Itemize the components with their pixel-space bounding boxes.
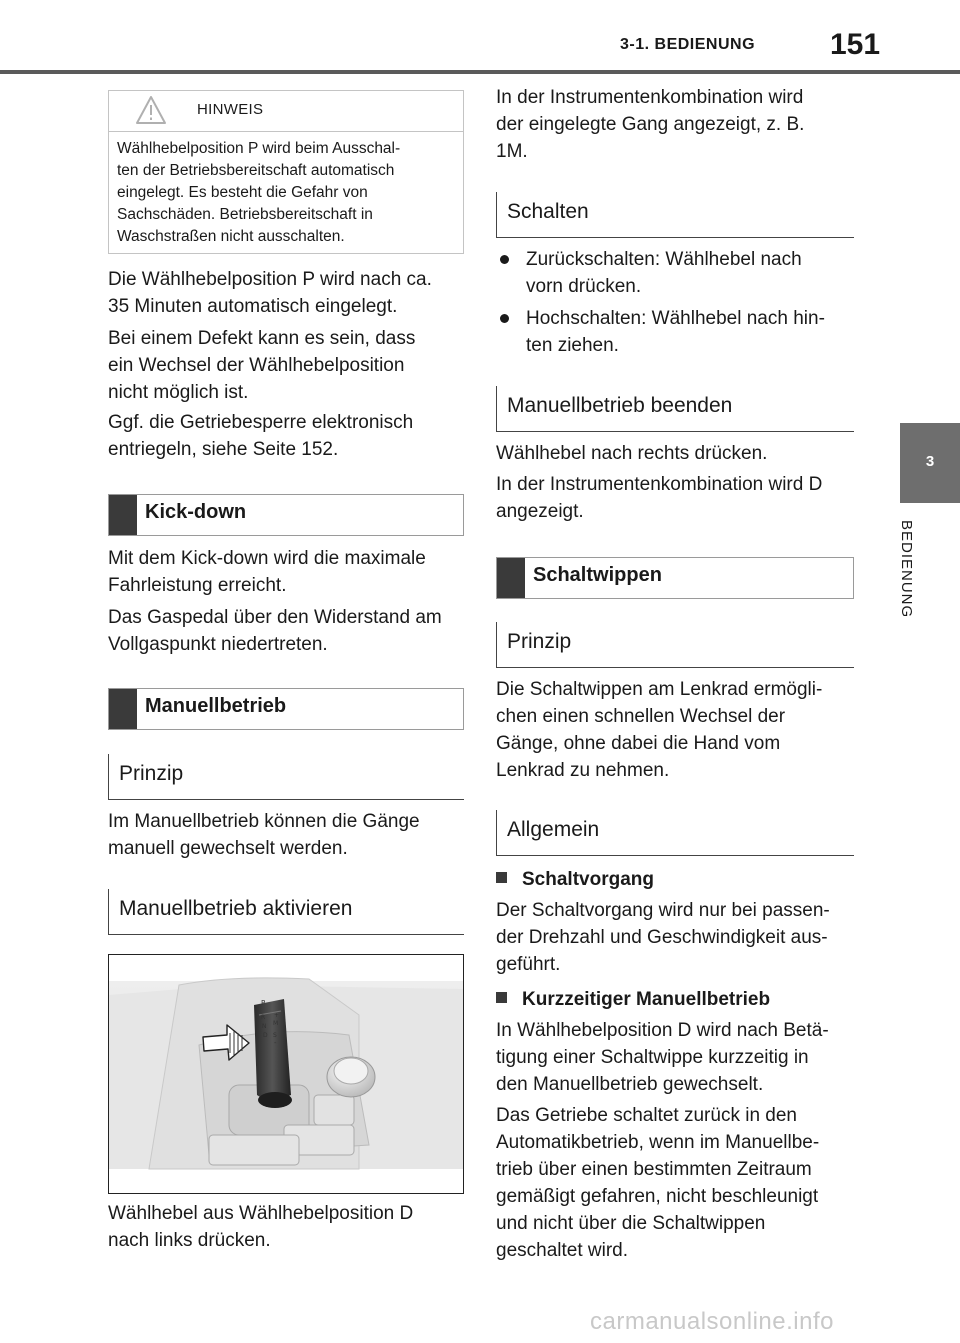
paragraph: Im Manuellbetrieb können die Gänge manuell gewechselt werden. <box>108 811 420 859</box>
subheading-prinzip <box>108 754 464 800</box>
page-number: 151 <box>830 28 881 61</box>
subheading-allgemein <box>496 810 854 856</box>
square-bullet-icon <box>496 872 507 883</box>
paragraph: In der Instrumentenkombination wird der eingelegte Gang angezeigt, z. B. 1M. <box>496 87 805 162</box>
square-bullet-icon <box>496 992 507 1003</box>
paragraph: Das Getriebe schaltet zurück in den Automatikbetrieb, wenn im Manuellbe- trieb über einen bestimmten Zeitraum gemäßigt gefahren, nicht beschleunigt und nicht über die Schaltwippen geschaltet wird. <box>496 1105 820 1261</box>
subheading-manuellbetrieb-aktivieren <box>108 889 464 935</box>
paragraph: Mit dem Kick-down wird die maximale Fahrleistung erreicht. <box>108 548 426 596</box>
watermark: carmanualsonline.info <box>590 1308 834 1335</box>
heading-manuellbetrieb <box>108 688 464 730</box>
subheading-schalten <box>496 192 854 238</box>
paragraph: Bei einem Defekt kann es sein, dass ein Wechsel der Wählhebelposition nicht möglich ist. <box>108 328 416 403</box>
paragraph: Der Schaltvorgang wird nur bei passen- der Drehzahl und Geschwindigkeit aus- geführt. <box>496 900 830 975</box>
shifter-label-r: R <box>261 1014 266 1021</box>
subheading-text: Prinzip <box>119 762 184 785</box>
warning-note-text: Wählhebelposition P wird beim Ausschal- ten der Betriebsbereitschaft automatisch eingelegt. Es besteht die Gefahr von Sachschäden. Betriebsbereitschaft in Waschstraßen nicht ausschalten. <box>117 140 401 245</box>
subsection-heading: Kurzzeitiger Manuellbetrieb <box>496 989 854 1013</box>
chapter-label: BEDIENUNG <box>898 520 915 619</box>
shifter-label-n: N <box>262 1023 267 1030</box>
list-item: Zurückschalten: Wählhebel nach vorn drücken. <box>500 246 854 300</box>
gear-selector-illustration <box>108 954 464 1194</box>
heading-text: Schaltwippen <box>533 564 662 586</box>
warning-note-header <box>109 91 463 132</box>
heading-text: Kick-down <box>145 501 247 523</box>
paragraph: Die Wählhebelposition P wird nach ca. 35 Minuten automatisch eingelegt. <box>108 269 432 317</box>
heading-marker <box>497 558 525 598</box>
paragraph: In der Instrumentenkombination wird D angezeigt. <box>496 474 823 522</box>
subheading-text: Schalten <box>507 200 589 223</box>
paragraph: Wählhebel aus Wählhebelposition D nach links drücken. <box>108 1203 414 1251</box>
subheading-text: Prinzip <box>507 630 572 653</box>
paragraph: Das Gaspedal über den Widerstand am Vollgaspunkt niedertreten. <box>108 607 442 655</box>
warning-triangle-icon <box>135 95 167 130</box>
section-title: 3-1. BEDIENUNG <box>620 36 756 53</box>
subheading-prinzip <box>496 622 854 668</box>
shifter-label-s: S <box>273 1032 277 1039</box>
subsection-heading: Schaltvorgang <box>496 869 854 893</box>
heading-kick-down <box>108 494 464 536</box>
heading-marker <box>109 495 137 535</box>
paragraph: Die Schaltwippen am Lenkrad ermögli- chen einen schnellen Wechsel der Gänge, ohne dabei die Hand vom Lenkrad zu nehmen. <box>496 679 823 781</box>
warning-note-title: HINWEIS <box>197 101 264 118</box>
bullet-icon <box>500 314 509 323</box>
shifter-label-d: D <box>263 1032 268 1039</box>
bullet-icon <box>500 255 509 264</box>
shifter-label-m: M <box>273 1020 279 1027</box>
heading-marker <box>109 689 137 729</box>
shifter-label-plus: + <box>274 1012 280 1019</box>
gear-selector-drawing <box>109 955 463 1193</box>
chapter-number: 3 <box>925 453 935 470</box>
warning-note <box>108 90 464 254</box>
paragraph: In Wählhebelposition D wird nach Betä- tigung einer Schaltwippe kurzzeitig in den Manuellbetrieb gewechselt. <box>496 1020 829 1095</box>
heading-text: Manuellbetrieb <box>145 695 287 717</box>
shifter-label-p: P <box>261 999 266 1007</box>
subheading-text: Allgemein <box>507 818 600 841</box>
paragraph: Wählhebel nach rechts drücken. <box>496 443 768 464</box>
header-rule <box>0 70 960 74</box>
subheading-text: Manuellbetrieb beenden <box>507 394 733 417</box>
subheading-manuellbetrieb-beenden <box>496 386 854 432</box>
shifter-label-minus: - <box>274 1039 277 1047</box>
list-item: Hochschalten: Wählhebel nach hin- ten ziehen. <box>500 305 854 359</box>
chapter-tab[interactable] <box>900 423 960 503</box>
heading-schaltwippen <box>496 557 854 599</box>
paragraph: Ggf. die Getriebesperre elektronisch entriegeln, siehe Seite 152. <box>108 412 414 460</box>
subheading-text: Manuellbetrieb aktivieren <box>119 897 353 920</box>
